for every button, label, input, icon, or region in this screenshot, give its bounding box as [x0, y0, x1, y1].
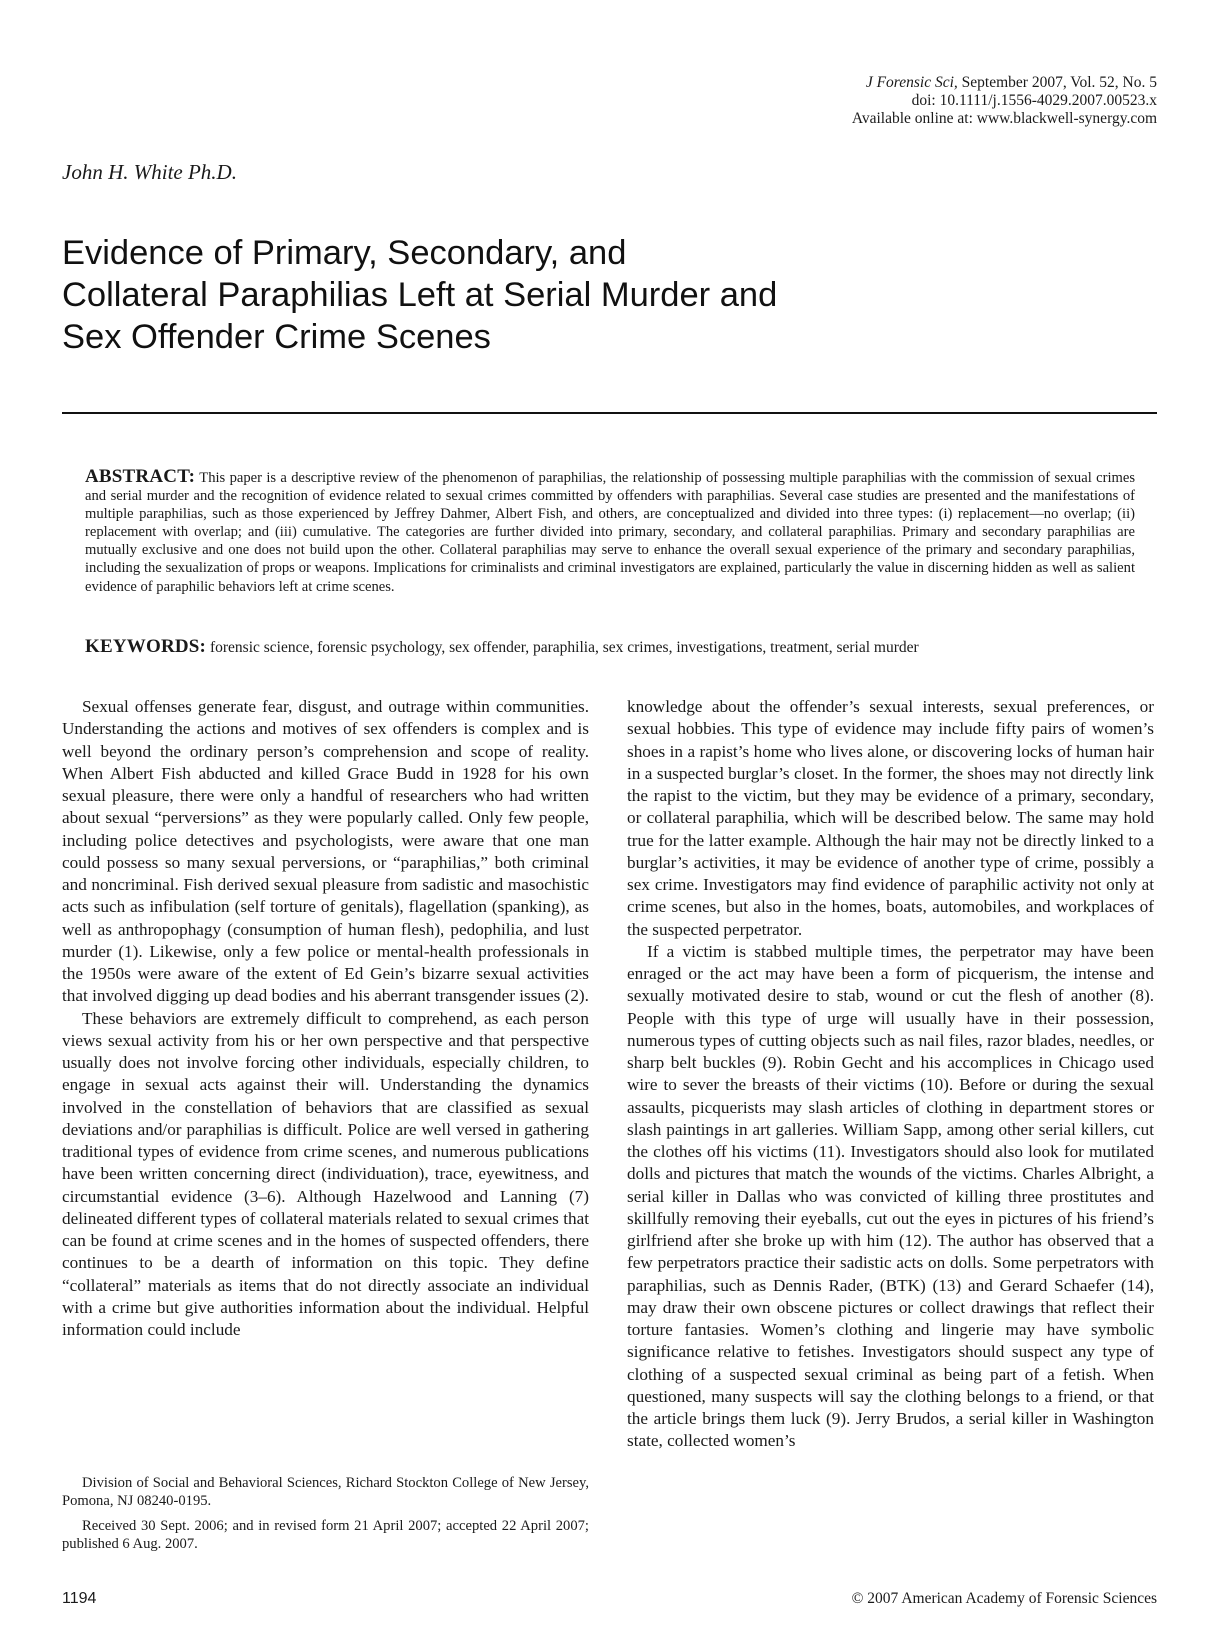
- body-paragraph: knowledge about the offender’s sexual interests, sexual preferences, or sexual hobbies. This type of evidence may include fifty pairs of women’s shoes in a rapist’s home who lives alone, or discovering locks of human hair in a suspected burglar’s closet. In the former, the shoes may not directly link the rapist to the victim, but they may be evidence of a primary, secondary, or collateral paraphilia, which will be described below. The same may hold true for the latter example. Although the hair may not be directly linked to a burglar’s activities, it may be evidence of another type of crime, possibly a sex crime. Investigators may find evidence of paraphilic activity not only at crime scenes, but also in the homes, boats, automobiles, and workplaces of the suspected perpetrator.: [627, 697, 1154, 939]
- keywords-text: forensic science, forensic psychology, sex offender, paraphilia, sex crimes, investigations, treatment, serial murder: [209, 639, 919, 656]
- publication-history: Received 30 Sept. 2006; and in revised form 21 April 2007; accepted 22 April 2007; published 6 Aug. 2007.: [62, 1518, 589, 1552]
- copyright-notice: © 2007 American Academy of Forensic Sciences: [851, 1590, 1157, 1607]
- title-line-2: Collateral Paraphilias Left at Serial Murder and: [62, 276, 778, 314]
- author-name: John H. White Ph.D.: [62, 160, 237, 184]
- keywords-label: KEYWORDS:: [85, 636, 207, 657]
- journal-issue: September 2007, Vol. 52, No. 5: [961, 74, 1157, 91]
- title-line-3: Sex Offender Crime Scenes: [62, 318, 491, 356]
- page-number: 1194: [62, 1590, 97, 1607]
- abstract: [85, 468, 1135, 596]
- body-column-left: [62, 696, 589, 1341]
- abstract-label: ABSTRACT:: [85, 466, 196, 487]
- keywords: [85, 636, 1135, 658]
- journal-name: J Forensic Sci,: [865, 74, 958, 91]
- author-affiliation: Division of Social and Behavioral Sciences, Richard Stockton College of New Jersey, Pomona, NJ 08240-0195.: [62, 1475, 589, 1509]
- article-title: [62, 232, 962, 358]
- journal-citation: [637, 74, 1157, 92]
- body-paragraph: These behaviors are extremely difficult to comprehend, as each person views sexual activity from his or her own perspective and that perspective usually does not involve forcing other individuals, especially children, to engage in sexual acts against their will. Understanding the dynamics involved in the constellation of behaviors that are classified as sexual deviations and/or paraphilias is difficult. Police are well versed in gathering traditional types of evidence from crime scenes, and numerous publications have been written concerning direct (individuation), trace, eyewitness, and circumstantial evidence (3–6). Although Hazelwood and Lanning (7) delineated different types of collateral materials related to sexual crimes that can be found at crime scenes and in the homes of suspected offenders, there continues to be a dearth of information on this topic. They define “collateral” materials as items that do not directly associate an individual with a crime but give authorities information about the individual. Helpful information could include: [62, 1008, 589, 1339]
- journal-header: [637, 74, 1157, 128]
- footnotes: [62, 1475, 589, 1561]
- journal-doi: doi: 10.1111/j.1556-4029.2007.00523.x: [911, 92, 1157, 109]
- journal-availability: Available online at: www.blackwell-synergy.com: [851, 110, 1157, 127]
- body-paragraph: Sexual offenses generate fear, disgust, and outrage within communities. Understanding the actions and motives of sex offenders is complex and is well beyond the ordinary person’s comprehension and scope of reality. When Albert Fish abducted and killed Grace Budd in 1928 for his own sexual pleasure, there were only a handful of researchers who had written about sexual “perversions” as they were popularly called. Only few people, including police detectives and psychologists, were aware that one man could possess so many sexual perversions, or “paraphilias,” both criminal and noncriminal. Fish derived sexual pleasure from sadistic and masochistic acts such as infibulation (self torture of genitals), flagellation (spanking), as well as anthropophagy (consumption of human flesh), pedophilia, and lust murder (1). Likewise, only a few police or mental-health professionals in the 1950s were aware of the extent of Ed Gein’s bizarre sexual activities that involved digging up dead bodies and his aberrant transgender issues (2).: [62, 697, 589, 1006]
- title-line-1: Evidence of Primary, Secondary, and: [62, 234, 627, 272]
- body-column-right: [627, 696, 1154, 1453]
- title-divider: [62, 412, 1157, 414]
- body-paragraph: If a victim is stabbed multiple times, the perpetrator may have been enraged or the act may have been a form of picquerism, the intense and sexually motivated desire to stab, wound or cut the flesh of another (8). People with this type of urge will usually have in their possession, numerous types of cutting objects such as nail files, razor blades, needles, or sharp belt buckles (9). Robin Gecht and his accomplices in Chicago used wire to sever the breasts of their victims (10). Before or during the sexual assaults, picquerists may slash articles of clothing in department stores or slash paintings in art galleries. William Sapp, among other serial killers, cut the clothes off his victims (11). Investigators should also look for mutilated dolls and pictures that match the wounds of the victims. Charles Albright, a serial killer in Dallas who was convicted of killing three prostitutes and skillfully removing their eyeballs, cut out the eyes in pictures of his friend’s girlfriend after she broke up with him (12). The author has observed that a few perpetrators practice their sadistic acts on dolls. Some perpetrators with paraphilias, such as Dennis Rader, (BTK) (13) and Gerard Schaefer (14), may draw their own obscene pictures or collect drawings that reflect their torture fantasies. Women’s clothing and lingerie may have symbolic significance relative to fetishes. Investigators should suspect any type of clothing of a suspected sexual criminal as being part of a fetish. When questioned, many suspects will say the clothing belongs to a friend, or that the article brings them luck (9). Jerry Brudos, a serial killer in Washington state, collected women’s: [627, 941, 1154, 1451]
- abstract-text: This paper is a descriptive review of the phenomenon of paraphilias, the relationship of possessing multiple paraphilias with the commission of sexual crimes and serial murder and the recognition of evidence related to sexual crimes committed by offenders with paraphilias. Several case studies are presented and the manifestations of multiple paraphilias, such as those experienced by Jeffrey Dahmer, Albert Fish, and others, are conceptualized and divided into three types: (i) replacement—no overlap; (ii) replacement with overlap; and (iii) cumulative. The categories are further divided into primary, secondary, and collateral paraphilias. Primary and secondary paraphilias are mutually exclusive and one does not build upon the other. Collateral paraphilias may serve to enhance the overall sexual experience of the primary and secondary paraphilias, including the sexualization of props or weapons. Implications for criminalists and criminal investigators are explained, particularly the value in discerning hidden as well as salient evidence of paraphilic behaviors left at crime scenes.: [85, 470, 1136, 595]
